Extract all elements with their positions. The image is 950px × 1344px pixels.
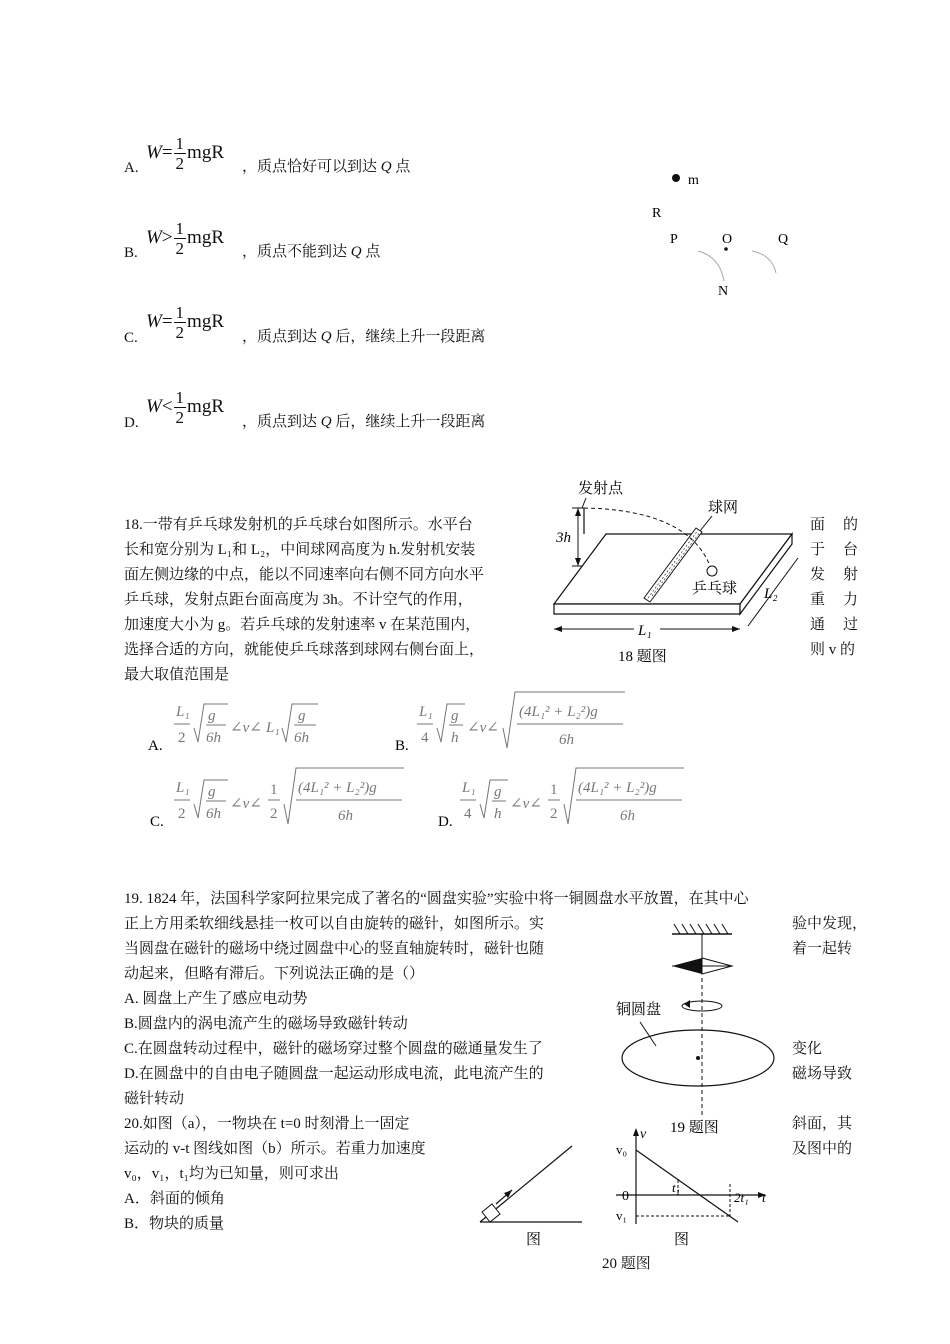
label-3h: 3h	[556, 530, 571, 546]
q18-b-den: 4	[421, 730, 429, 746]
label-l1: L₁	[638, 623, 652, 639]
q20-fig-a-label: 图	[526, 1232, 542, 1248]
vt-line	[636, 1150, 738, 1222]
q17-a-formula: W= $\frac{1}{2}$ mgR	[146, 134, 224, 173]
q18-line-5: 加速度大小为 g。若乒乓球的发射速率 v 在某范围内，	[124, 617, 481, 633]
q18-d-bigden: 6h	[620, 808, 635, 824]
label-ball: 乒乓球	[692, 581, 738, 597]
q18-right-4b: 力	[843, 592, 859, 608]
q18-b-num: L₁	[419, 704, 433, 720]
q18-c-den: 2	[178, 806, 186, 822]
q17-a-text: ，质点恰好可以到达 Q 点	[242, 159, 411, 175]
q20-line-3: v₀，v₁，t₁均为已知量，则可求出	[124, 1166, 339, 1182]
mass-dot	[672, 174, 680, 182]
q18-c-bignum: (4L₁² + L₂²)g	[298, 780, 377, 796]
q18-a-den: 2	[178, 730, 186, 746]
label-v1: v₁	[616, 1208, 628, 1223]
q18-c-rnum: g	[208, 784, 216, 800]
q19-option-d-cont: 磁针转动	[124, 1091, 185, 1107]
label-q: Q	[778, 232, 789, 247]
q18-a-rden2: 6h	[294, 730, 309, 746]
v-axis-arrow	[633, 1128, 639, 1136]
label-net: 球网	[708, 500, 739, 516]
q20-line-2-right: 及图中的	[792, 1141, 853, 1157]
q17-d-text: ，质点到达 Q 后，继续上升一段距离	[242, 414, 486, 430]
q18-a-bpre: L₁	[266, 720, 280, 736]
q18-c-rden: 6h	[206, 806, 221, 822]
ball	[707, 566, 717, 576]
q20-option-a: A．斜面的倾角	[124, 1191, 225, 1207]
q18-b-rnum: g	[451, 708, 459, 724]
arc-right	[752, 251, 776, 273]
q18-d-bignum: (4L₁² + L₂²)g	[578, 780, 657, 796]
bracket-arrow-down	[575, 558, 581, 566]
rotation-arrowhead	[684, 1000, 690, 1008]
q17-c-formula: W= $\frac{1}{2}$ mgR	[146, 303, 224, 342]
q20-line-2-left: 运动的 v-t 图线如图（b）所示。若重力加速度	[124, 1141, 426, 1157]
q18-c-hden: 2	[270, 806, 278, 822]
label-zero: 0	[622, 1189, 629, 1204]
q18-d-lt: ∠v∠	[510, 796, 542, 812]
q18-option-d	[436, 762, 706, 834]
q18-c-hnum: 1	[270, 782, 278, 798]
q18-line-1: 18.一带有乒乓球发射机的乒乓球台如图所示。水平台	[124, 517, 473, 533]
q17-d-letter: D.	[124, 415, 139, 431]
q18-a-rnum: g	[208, 708, 216, 724]
center-dot	[724, 247, 728, 251]
q18-d-hnum: 1	[550, 782, 558, 798]
q18-option-b	[393, 688, 643, 758]
label-t1: t₁	[672, 1180, 681, 1195]
q18-right-5a: 通	[810, 617, 826, 633]
q18-c-lt: ∠v∠	[230, 796, 262, 812]
label-v: v	[640, 1127, 647, 1142]
q17-c-text: ，质点到达 Q 后，继续上升一段距离	[242, 329, 486, 345]
q18-right-5b: 过	[843, 617, 859, 633]
q18-b-bigden: 6h	[559, 732, 574, 748]
q19-figure	[610, 918, 785, 1140]
q17-figure	[640, 165, 810, 305]
q18-b-rden: h	[451, 730, 459, 746]
arc-left	[698, 251, 724, 281]
q19-option-c-right: 变化	[792, 1041, 823, 1057]
label-n: N	[718, 284, 729, 299]
q19-line-2-right: 验中发现，	[792, 916, 868, 932]
disk-pointer	[640, 1022, 656, 1046]
q19-option-a: A. 圆盘上产生了感应电动势	[124, 991, 308, 1007]
q18-d-num: L₁	[462, 780, 476, 796]
q20-fig-b-label: 图	[674, 1232, 690, 1248]
label-r: R	[652, 206, 662, 221]
q18-a-letter: A.	[148, 738, 163, 754]
q18-right-2b: 台	[843, 542, 859, 558]
q19-line-2-left: 正上方用柔软细线悬挂一枚可以自由旋转的磁针，如图所示。实	[124, 916, 545, 932]
q17-b-formula: W> $\frac{1}{2}$ mgR	[146, 219, 224, 258]
q19-option-d-right: 磁场导致	[792, 1066, 853, 1082]
q18-option-a	[146, 692, 396, 758]
q18-line-7: 最大取值范围是	[124, 667, 230, 683]
q20-caption: 20 题图	[602, 1256, 651, 1272]
q18-option-c	[146, 762, 416, 834]
q18-caption: 18 题图	[618, 649, 667, 665]
q18-d-den: 4	[464, 806, 472, 822]
q19-option-d-left: D.在圆盘中的自由电子随圆盘一起运动形成电流，此电流产生的	[124, 1066, 544, 1082]
q18-b-lt: ∠v∠	[467, 720, 499, 736]
q18-right-1a: 面	[810, 517, 826, 533]
q20-figure-a	[470, 1140, 600, 1256]
q18-right-1b: 的	[843, 517, 859, 533]
table-front	[554, 604, 740, 614]
q19-line-3-left: 当圆盘在磁针的磁场中绕过圆盘中心的竖直轴旋转时，磁针也随	[124, 941, 545, 957]
q18-a-lt: ∠v∠	[230, 720, 262, 736]
q18-right-3a: 发	[810, 567, 826, 583]
q18-a-rnum2: g	[298, 708, 306, 724]
q18-line-3: 面左侧边缘的中点，能以不同速率向右侧不同方向水平	[124, 567, 485, 583]
q18-b-bignum: (4L₁² + L₂²)g	[519, 704, 598, 720]
bracket-arrow-up	[575, 508, 581, 516]
q18-right-3b: 射	[843, 567, 859, 583]
q19-option-b: B.圆盘内的涡电流产生的磁场导致磁针转动	[124, 1016, 408, 1032]
q18-d-letter: D.	[438, 814, 453, 830]
q20-option-b: B．物块的质量	[124, 1216, 225, 1232]
q18-line-6: 选择合适的方向，就能使乒乓球落到球网右侧台面上，	[124, 642, 485, 658]
label-p: P	[670, 232, 678, 247]
label-launch-point: 发射点	[578, 481, 624, 497]
label-copper-disk: 铜圆盘	[616, 1002, 662, 1018]
q18-line-4: 乒乓球，发射点距台面高度为 3h。不计空气的作用，	[124, 592, 473, 608]
q18-figure	[548, 474, 808, 669]
block	[482, 1204, 500, 1222]
dim-l1-left	[554, 626, 562, 632]
q18-d-rden: h	[494, 806, 502, 822]
q17-c-letter: C.	[124, 330, 138, 346]
label-2t1: 2t₁	[734, 1190, 749, 1205]
q19-option-c-left: C.在圆盘转动过程中，磁针的磁场穿过整个圆盘的磁通量发生了	[124, 1041, 543, 1057]
label-o: O	[722, 232, 733, 247]
q18-right-4a: 重	[810, 592, 826, 608]
q17-b-letter: B.	[124, 245, 138, 261]
q18-right-6: 则 v 的	[810, 642, 856, 658]
q18-c-letter: C.	[150, 814, 164, 830]
q20-line-1-right: 斜面，其	[792, 1116, 853, 1132]
ceiling-hatch	[674, 924, 728, 934]
q18-d-rnum: g	[494, 784, 502, 800]
dim-l1-right	[732, 626, 740, 632]
label-v0: v₀	[616, 1142, 628, 1157]
q18-b-letter: B.	[395, 738, 409, 754]
label-t: t	[762, 1191, 766, 1206]
q18-c-bigden: 6h	[338, 808, 353, 824]
q19-line-3-right: 着一起转	[792, 941, 853, 957]
q18-d-hden: 2	[550, 806, 558, 822]
q18-a-num: L₁	[176, 704, 190, 720]
q19-caption: 19 题图	[670, 1120, 719, 1136]
label-l2: L₂	[764, 586, 778, 602]
q18-a-rden: 6h	[206, 730, 221, 746]
q18-line-2: 长和宽分别为 L₁和 L₂，中间球网高度为 h.发射机安装	[124, 542, 476, 558]
q17-d-formula: W< $\frac{1}{2}$ mgR	[146, 388, 224, 427]
q19-line-1: 19. 1824 年，法国科学家阿拉果完成了著名的“圆盘实验”实验中将一铜圆盘水平放置，在其中心	[124, 891, 749, 907]
q17-b-text: ，质点不能到达 Q 点	[242, 244, 381, 260]
disk-center	[696, 1056, 700, 1060]
q18-c-num: L₁	[176, 780, 190, 796]
q18-right-2a: 于	[810, 542, 826, 558]
label-m: m	[688, 173, 699, 188]
launch-pointer	[582, 498, 586, 508]
q20-line-1-left: 20.如图（a），一物块在 t=0 时刻滑上一固定	[124, 1116, 410, 1132]
q19-line-4: 动起来，但略有滞后。下列说法正确的是（）	[124, 966, 425, 982]
q17-a-letter: A.	[124, 160, 139, 176]
